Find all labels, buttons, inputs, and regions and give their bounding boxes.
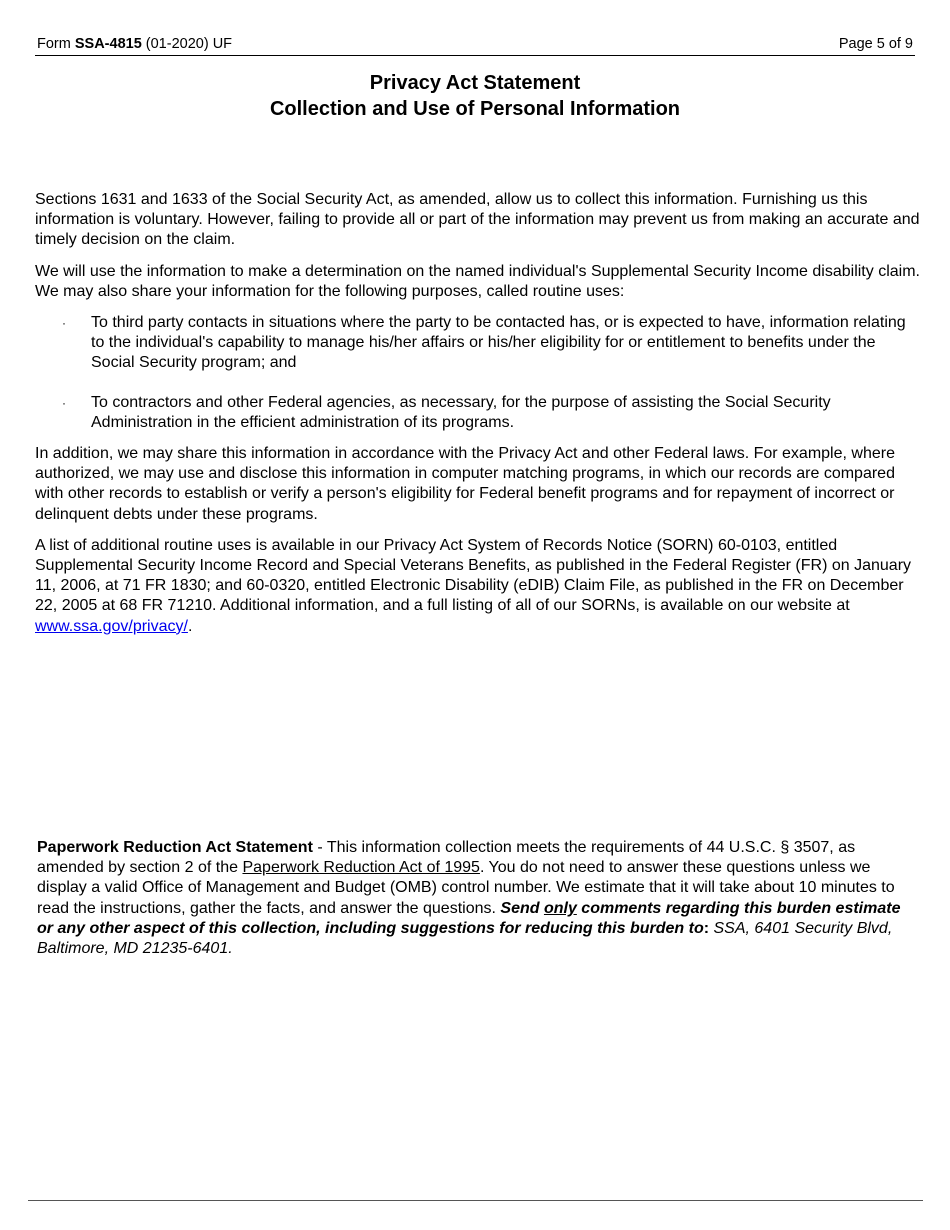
pra-heading: Paperwork Reduction Act Statement [37, 839, 313, 856]
pra-ssa: SSA [709, 919, 746, 937]
bullet-icon: · [62, 395, 66, 410]
bullet-icon: · [62, 316, 66, 331]
paragraph-sharing: In addition, we may share this information in accordance with the Privacy Act and other Federal laws. For example, where authorized, we may use and disclose this information in computer matching programs, in which our records are compared with other records to establish or verify a person's eligibility for Federal benefit programs and for repayment of incorrect or delinquent debts under these programs. [35, 445, 895, 523]
privacy-act-body [35, 190, 920, 648]
list-item-text: To third party contacts in situations where the party to be contacted has, or is expected to have, information relating to the individual's capability to manage his/her affairs or his/her eligibility for or entitlement to benefits under the Social Security program; and [91, 314, 906, 372]
sorn-end: . [187, 617, 193, 635]
form-prefix: Form [37, 36, 75, 52]
pra-address: , 6401 Security Blvd, Baltimore, MD 21235-6401. [37, 919, 893, 958]
routine-uses-list [35, 313, 920, 433]
privacy-website-link[interactable]: www.ssa.gov/privacy/ [35, 617, 188, 635]
list-item [35, 313, 920, 374]
pra-only: only [543, 899, 577, 917]
list-item-text: To contractors and other Federal agencies, as necessary, for the purpose of assisting the Social Security Administration in the efficient administration of its programs. [91, 393, 831, 431]
page-number: Page 5 of 9 [838, 36, 913, 52]
footer-divider [28, 1200, 923, 1201]
form-number: SSA-4815 [74, 36, 142, 52]
paperwork-reduction-statement [37, 838, 907, 959]
pra-text-1: - This information collection meets the requirements of 44 U.S.C. § 3507, as amended by section 2 of the [37, 839, 856, 877]
paragraph-sorn [35, 536, 920, 637]
page-title [0, 70, 950, 122]
form-revision: (01-2020) UF [141, 36, 233, 52]
pra-text-2: . You do not need to answer these questions unless we display a valid Office of Management and Budget (OMB) control number. We estimate that it will take about 10 minutes to read the instructions, gather the facts, and answer the questions. [37, 859, 895, 917]
list-item [35, 393, 920, 433]
form-identifier [37, 36, 232, 52]
pra-send: Send [500, 899, 544, 917]
title-line-2: Collection and Use of Personal Information [269, 98, 681, 120]
paragraph-use: We will use the information to make a determination on the named individual's Supplemental Security Income disability claim. We may also share your information for the following purposes, called routine uses: [35, 262, 920, 300]
paragraph-authority: Sections 1631 and 1633 of the Social Security Act, as amended, allow us to collect this information. Furnishing us this information is voluntary. However, failing to provide all or part of the information may prevent us from making an accurate and timely decision on the claim. [35, 191, 920, 249]
pra-colon: : [703, 919, 710, 937]
title-line-1: Privacy Act Statement [369, 72, 581, 94]
pra-comments: comments regarding this burden estimate or any other aspect of this collection, including suggestions for reducing this burden to [37, 899, 901, 937]
sorn-text: A list of additional routine uses is available in our Privacy Act System of Records Notice (SORN) 60-0103, entitled Supplemental Security Income Record and Special Veterans Benefits, as published in the Federal Register (FR) on January 11, 2006, at 71 FR 1830; and 60-0320, entitled Electronic Disability (eDIB) Claim File, as published in the FR on December 22, 2005 at 68 FR 71210. Additional information, and a full listing of all of our SORNs, is available on our website at [35, 536, 912, 615]
page-header [35, 35, 915, 56]
pra-act-name: Paperwork Reduction Act of 1995 [242, 859, 480, 877]
